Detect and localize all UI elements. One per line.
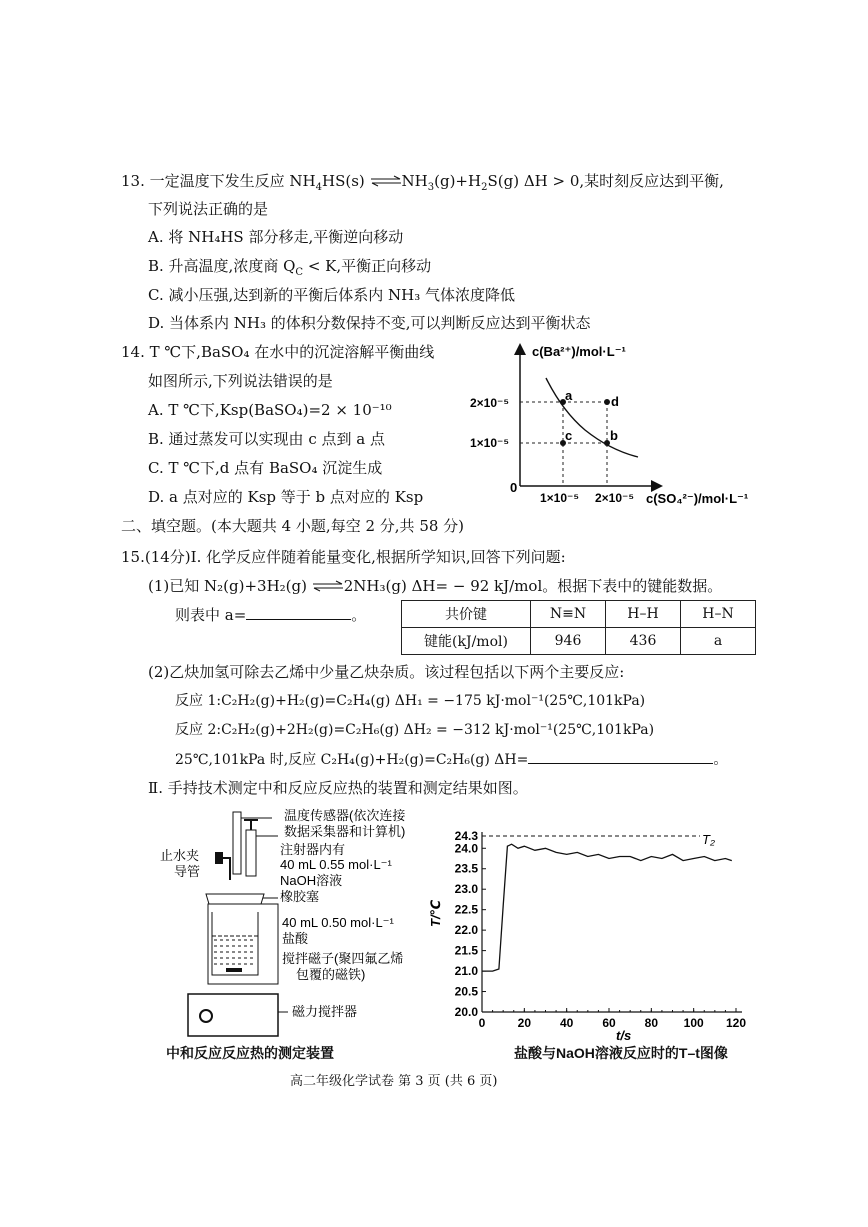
q15-part1-answer: 则表中 a= 。 [175,606,367,624]
table-cell: 436 [606,628,681,655]
point-d [604,399,610,405]
q13-option-c: C. 减小压强,达到新的平衡后体系内 NH₃ 气体浓度降低 [148,286,516,304]
equilibrium-arrow-icon [370,172,402,192]
y-tick-label: 21.5 [454,943,478,958]
table-cell: 键能(kJ/mol) [402,628,531,655]
point-b-label: b [610,428,618,443]
y-tick-label: 20.0 [454,1005,478,1019]
q13-stem: 13. 一定温度下发生反应 $NH_4HS(s)$ $NH_3(g)+H_2S(g) \Delta H > 0$,某时刻反应达到平衡, [121,172,724,193]
label-sensor-2: 数据采集器和计算机) [284,824,406,839]
stir-bar [226,968,242,972]
solubility-curve [546,378,638,457]
q15-part1: (1)已知 N₂(g)+3H₂(g) 2NH₃(g) ΔH= − 92 kJ/mol。根据下表中的键能数据。 [148,577,723,595]
y-tick-label: 21.0 [454,964,478,979]
q15-head: 15.(14分)Ⅰ. 化学反应伴随着能量变化,根据所学知识,回答下列问题: [121,548,566,566]
solubility-graph [470,336,760,508]
x-axis-label: c(SO₄²⁻)/mol·L⁻¹ [646,491,749,506]
syringe [246,830,256,876]
temperature-time-chart [418,822,748,1044]
q13-option-a: A. 将 NH₄HS 部分移走,平衡逆向移动 [148,228,404,246]
t2-label: T₂ [702,832,715,847]
label-stopper: 橡胶塞 [280,889,320,904]
y-axis-title: T/℃ [428,899,443,927]
q14-option-b: B. 通过蒸发可以实现由 c 点到 a 点 [148,430,385,448]
x-tick-label: 120 [725,1016,747,1030]
q13-stem2: 下列说法正确的是 [148,200,269,218]
label-syringe-2: 40 mL 0.55 mol·L⁻¹ [280,857,392,872]
apparatus-diagram [160,800,450,1044]
label-syringe-3: NaOH溶液 [280,873,343,888]
table-cell: 946 [531,628,606,655]
q14-stem2: 如图所示,下列说法错误的是 [148,372,333,390]
x-tick-label: 0 [478,1016,486,1030]
clamp [215,852,223,864]
table-cell: a [681,628,756,655]
reaction-2: 反应 2:C₂H₂(g)+2H₂(g)=C₂H₆(g) ΔH₂ = −312 kJ·mol⁻¹(25℃,101kPa) [175,722,655,738]
section-title: 二、填空题。(本大题共 4 小题,每空 2 分,共 58 分) [121,517,465,535]
y-tick-label: 24.3 [454,829,478,843]
reaction-3: 25℃,101kPa 时,反应 C₂H₄(g)+H₂(g)=C₂H₆(g) ΔH= 。 [175,749,727,770]
table-header: N≡N [531,601,606,628]
q15-part2: (2)乙炔加氢可除去乙烯中少量乙炔杂质。该过程包括以下两个主要反应: [148,663,625,681]
y-tick-label: 22.0 [454,923,478,938]
temperature-sensor [233,812,241,874]
q14-option-d: D. a 点对应的 Ksp 等于 b 点对应的 Ksp [148,488,424,506]
label-stirbar-1: 搅拌磁子(聚四氟乙烯 [282,951,404,966]
label-syringe-1: 注射器内有 [280,842,346,857]
y-tick-label: 23.0 [454,882,478,897]
table-header: 共价键 [402,601,531,628]
label-stirbar-2: 包覆的磁铁) [296,967,366,982]
equilibrium-arrow-icon [312,577,344,597]
label-stirrer: 磁力搅拌器 [292,1004,358,1019]
table-header: H–H [606,601,681,628]
q14-option-a: A. T ℃下,Ksp(BaSO₄)=2 × 10⁻¹⁰ [148,401,392,419]
apparatus-caption: 中和反应反应热的测定装置 [166,1045,334,1061]
bond-energy-table [401,600,756,655]
x-tick-label: 80 [644,1016,659,1030]
y-tick-2: 2×10⁻⁵ [470,396,509,410]
y-axis-label: c(Ba²⁺)/mol·L⁻¹ [532,344,626,359]
answer-blank-a[interactable] [246,605,351,620]
q13-option-d: D. 当体系内 NH₃ 的体积分数保持不变,可以判断反应达到平衡状态 [148,314,591,332]
chart-caption: 盐酸与NaOH溶液反应时的T–t图像 [514,1045,728,1061]
x-tick-label: 60 [602,1016,616,1030]
x-tick-1: 1×10⁻⁵ [540,491,579,505]
q15-part-II: Ⅱ. 手持技术测定中和反应反应热的装置和测定结果如图。 [148,779,528,797]
answer-blank-dh[interactable] [528,749,713,764]
x-tick-label: 100 [683,1016,704,1030]
y-tick-label: 22.5 [454,902,478,917]
origin-label: 0 [510,480,518,495]
y-tick-label: 24.0 [454,841,478,856]
reaction-1: 反应 1:C₂H₂(g)+H₂(g)=C₂H₄(g) ΔH₁ = −175 kJ·mol⁻¹(25℃,101kPa) [175,693,646,709]
x-axis-title: t/s [616,1028,632,1043]
point-c-label: c [565,428,573,443]
x-tick-label: 20 [517,1016,532,1030]
insulated-container [208,904,278,984]
point-d-label: d [611,394,619,409]
label-acid-1: 40 mL 0.50 mol·L⁻¹ [282,915,394,930]
q14-stem: 14. T ℃下,BaSO₄ 在水中的沉淀溶解平衡曲线 [121,343,435,361]
x-tick-label: 40 [559,1016,574,1030]
page-footer: 高二年级化学试卷 第 3 页 (共 6 页) [290,1074,498,1089]
label-clamp: 止水夹 [160,848,200,863]
label-tube: 导管 [174,864,201,879]
y-tick-1: 1×10⁻⁵ [470,436,509,450]
table-header: H–N [681,601,756,628]
label-sensor-1: 温度传感器(依次连接 [284,808,406,823]
x-tick-2: 2×10⁻⁵ [595,491,634,505]
point-a-label: a [565,388,573,403]
y-tick-label: 23.5 [454,861,478,876]
y-tick-label: 20.5 [454,984,478,999]
label-acid-2: 盐酸 [282,931,309,946]
q14-option-c: C. T ℃下,d 点有 BaSO₄ 沉淀生成 [148,459,383,477]
q13-option-b: B. 升高温度,浓度商 $Q_C < K$,平衡正向移动 [148,257,432,278]
temperature-series-line [482,844,732,971]
